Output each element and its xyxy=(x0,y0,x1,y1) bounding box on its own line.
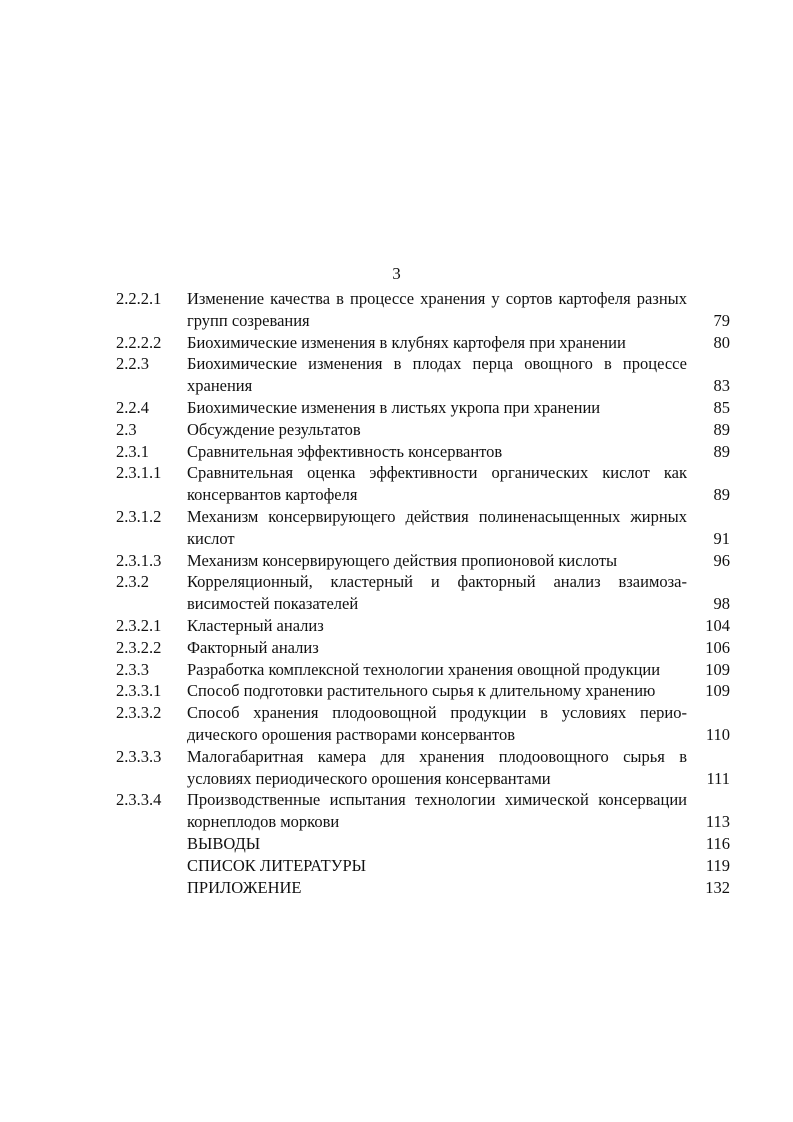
toc-entry-number: 2.3.1 xyxy=(116,441,149,461)
toc-entry xyxy=(116,288,730,332)
toc-entry-page: 80 xyxy=(713,332,730,352)
toc-entry xyxy=(116,680,730,702)
toc-entry xyxy=(116,462,730,506)
toc-entry xyxy=(116,332,730,354)
toc-entry xyxy=(116,877,730,899)
toc-entry-title: Биохимические изменения в листьях укропа при хранении xyxy=(187,397,601,417)
toc-entry-title: ВЫВОДЫ xyxy=(187,833,261,853)
toc-entry-title: Факторный анализ xyxy=(187,637,319,657)
toc-entry xyxy=(116,441,730,463)
toc-entry xyxy=(116,419,730,441)
toc-entry-number: 2.2.4 xyxy=(116,397,149,417)
toc-entry-title: Способ хранения плодоовощной продукции в условиях периодического орошения растворами консервантов xyxy=(187,703,687,744)
toc-entry-number: 2.2.3 xyxy=(116,354,149,374)
toc-entry xyxy=(116,833,730,855)
toc-entry-page: 110 xyxy=(705,724,730,744)
toc-entry-page: 85 xyxy=(713,397,730,417)
toc-entry-number: 2.3.1.3 xyxy=(116,550,162,570)
toc-entry xyxy=(116,506,730,550)
toc-entry-page: 111 xyxy=(706,768,730,788)
toc-entry-number: 2.2.2.2 xyxy=(116,332,162,352)
toc-entry xyxy=(116,789,730,833)
toc-entry xyxy=(116,702,730,746)
toc-entry-title: Изменение качества в процессе хранения у сортов картофеля разных групп созревания xyxy=(187,289,687,330)
toc-entry-title: Сравнительная оценка эффективности органических кислот как консервантов картофеля xyxy=(187,463,687,505)
toc-entry-title: Обсуждение результатов xyxy=(187,419,361,439)
toc-entry-page: 109 xyxy=(705,659,730,679)
toc-entry-page: 116 xyxy=(705,833,730,853)
toc-entry-title: Механизм консервирующего действия пропионовой кислоты xyxy=(187,550,618,570)
toc-entry-title: ПРИЛОЖЕНИЕ xyxy=(187,877,302,897)
toc-entry-number: 2.3.1.1 xyxy=(116,463,162,483)
toc-entry-number: 2.3.3 xyxy=(116,659,149,679)
toc-entry-number: 2.3.2.1 xyxy=(116,615,162,635)
table-of-contents xyxy=(116,288,730,898)
toc-entry-title: Малогабаритная камера для хранения плодоовощного сырья в условиях периодического орошения консервантами xyxy=(187,746,687,788)
toc-entry-title: Корреляционный, кластерный и факторный анализ взаимозависимостей показателей xyxy=(187,572,687,614)
toc-entry xyxy=(116,746,730,790)
toc-entry xyxy=(116,615,730,637)
toc-entry-title: Механизм консервирующего действия полиненасыщенных жирных кислот xyxy=(187,506,687,548)
toc-entry-title: Биохимические изменения в клубнях картофеля при хранении xyxy=(187,332,626,352)
toc-entry xyxy=(116,397,730,419)
toc-entry-page: 83 xyxy=(713,376,730,396)
toc-entry-page: 96 xyxy=(713,550,730,570)
toc-entry-number: 2.3 xyxy=(116,419,137,439)
toc-entry-number: 2.3.3.2 xyxy=(116,703,162,723)
toc-entry-title: Сравнительная эффективность консервантов xyxy=(187,441,503,461)
toc-entry-page: 119 xyxy=(705,855,730,875)
toc-entry xyxy=(116,571,730,615)
toc-entry-number: 2.3.3.1 xyxy=(116,681,162,701)
toc-entry-number: 2.3.3.3 xyxy=(116,746,162,766)
toc-entry-number: 2.3.2.2 xyxy=(116,637,162,657)
toc-entry-page: 89 xyxy=(713,419,730,439)
toc-entry xyxy=(116,637,730,659)
toc-entry-number: 2.2.2.1 xyxy=(116,289,162,308)
toc-entry-page: 79 xyxy=(713,310,730,330)
toc-entry-title: Способ подготовки растительного сырья к длительному хранению xyxy=(187,681,656,701)
toc-entry-number: 2.3.3.4 xyxy=(116,790,162,810)
toc-entry-page: 98 xyxy=(713,594,730,614)
toc-entry-title: Производственные испытания технологии химической консервации корнеплодов моркови xyxy=(187,790,687,832)
toc-entry xyxy=(116,855,730,877)
toc-entry-title: Кластерный анализ xyxy=(187,615,324,635)
toc-entry-title: Биохимические изменения в плодах перца овощного в процессе хранения xyxy=(187,354,687,396)
toc-entry xyxy=(116,353,730,397)
toc-entry-page: 89 xyxy=(713,485,730,505)
page-number: 3 xyxy=(392,264,401,283)
toc-entry-number: 2.3.1.2 xyxy=(116,506,162,526)
toc-entry xyxy=(116,550,730,572)
toc-entry-page: 109 xyxy=(705,681,730,701)
toc-entry-page: 91 xyxy=(713,528,730,548)
toc-entry-page: 106 xyxy=(705,637,730,657)
toc-entry-page: 132 xyxy=(705,877,730,897)
toc-entry-title: Разработка комплексной технологии хранения овощной продукции xyxy=(187,659,661,679)
toc-entry xyxy=(116,659,730,681)
toc-entry-page: 113 xyxy=(705,812,730,832)
toc-entry-title: СПИСОК ЛИТЕРАТУРЫ xyxy=(187,855,367,875)
toc-entry-page: 89 xyxy=(713,441,730,461)
toc-entry-page: 104 xyxy=(705,615,730,635)
toc-entry-number: 2.3.2 xyxy=(116,572,149,592)
